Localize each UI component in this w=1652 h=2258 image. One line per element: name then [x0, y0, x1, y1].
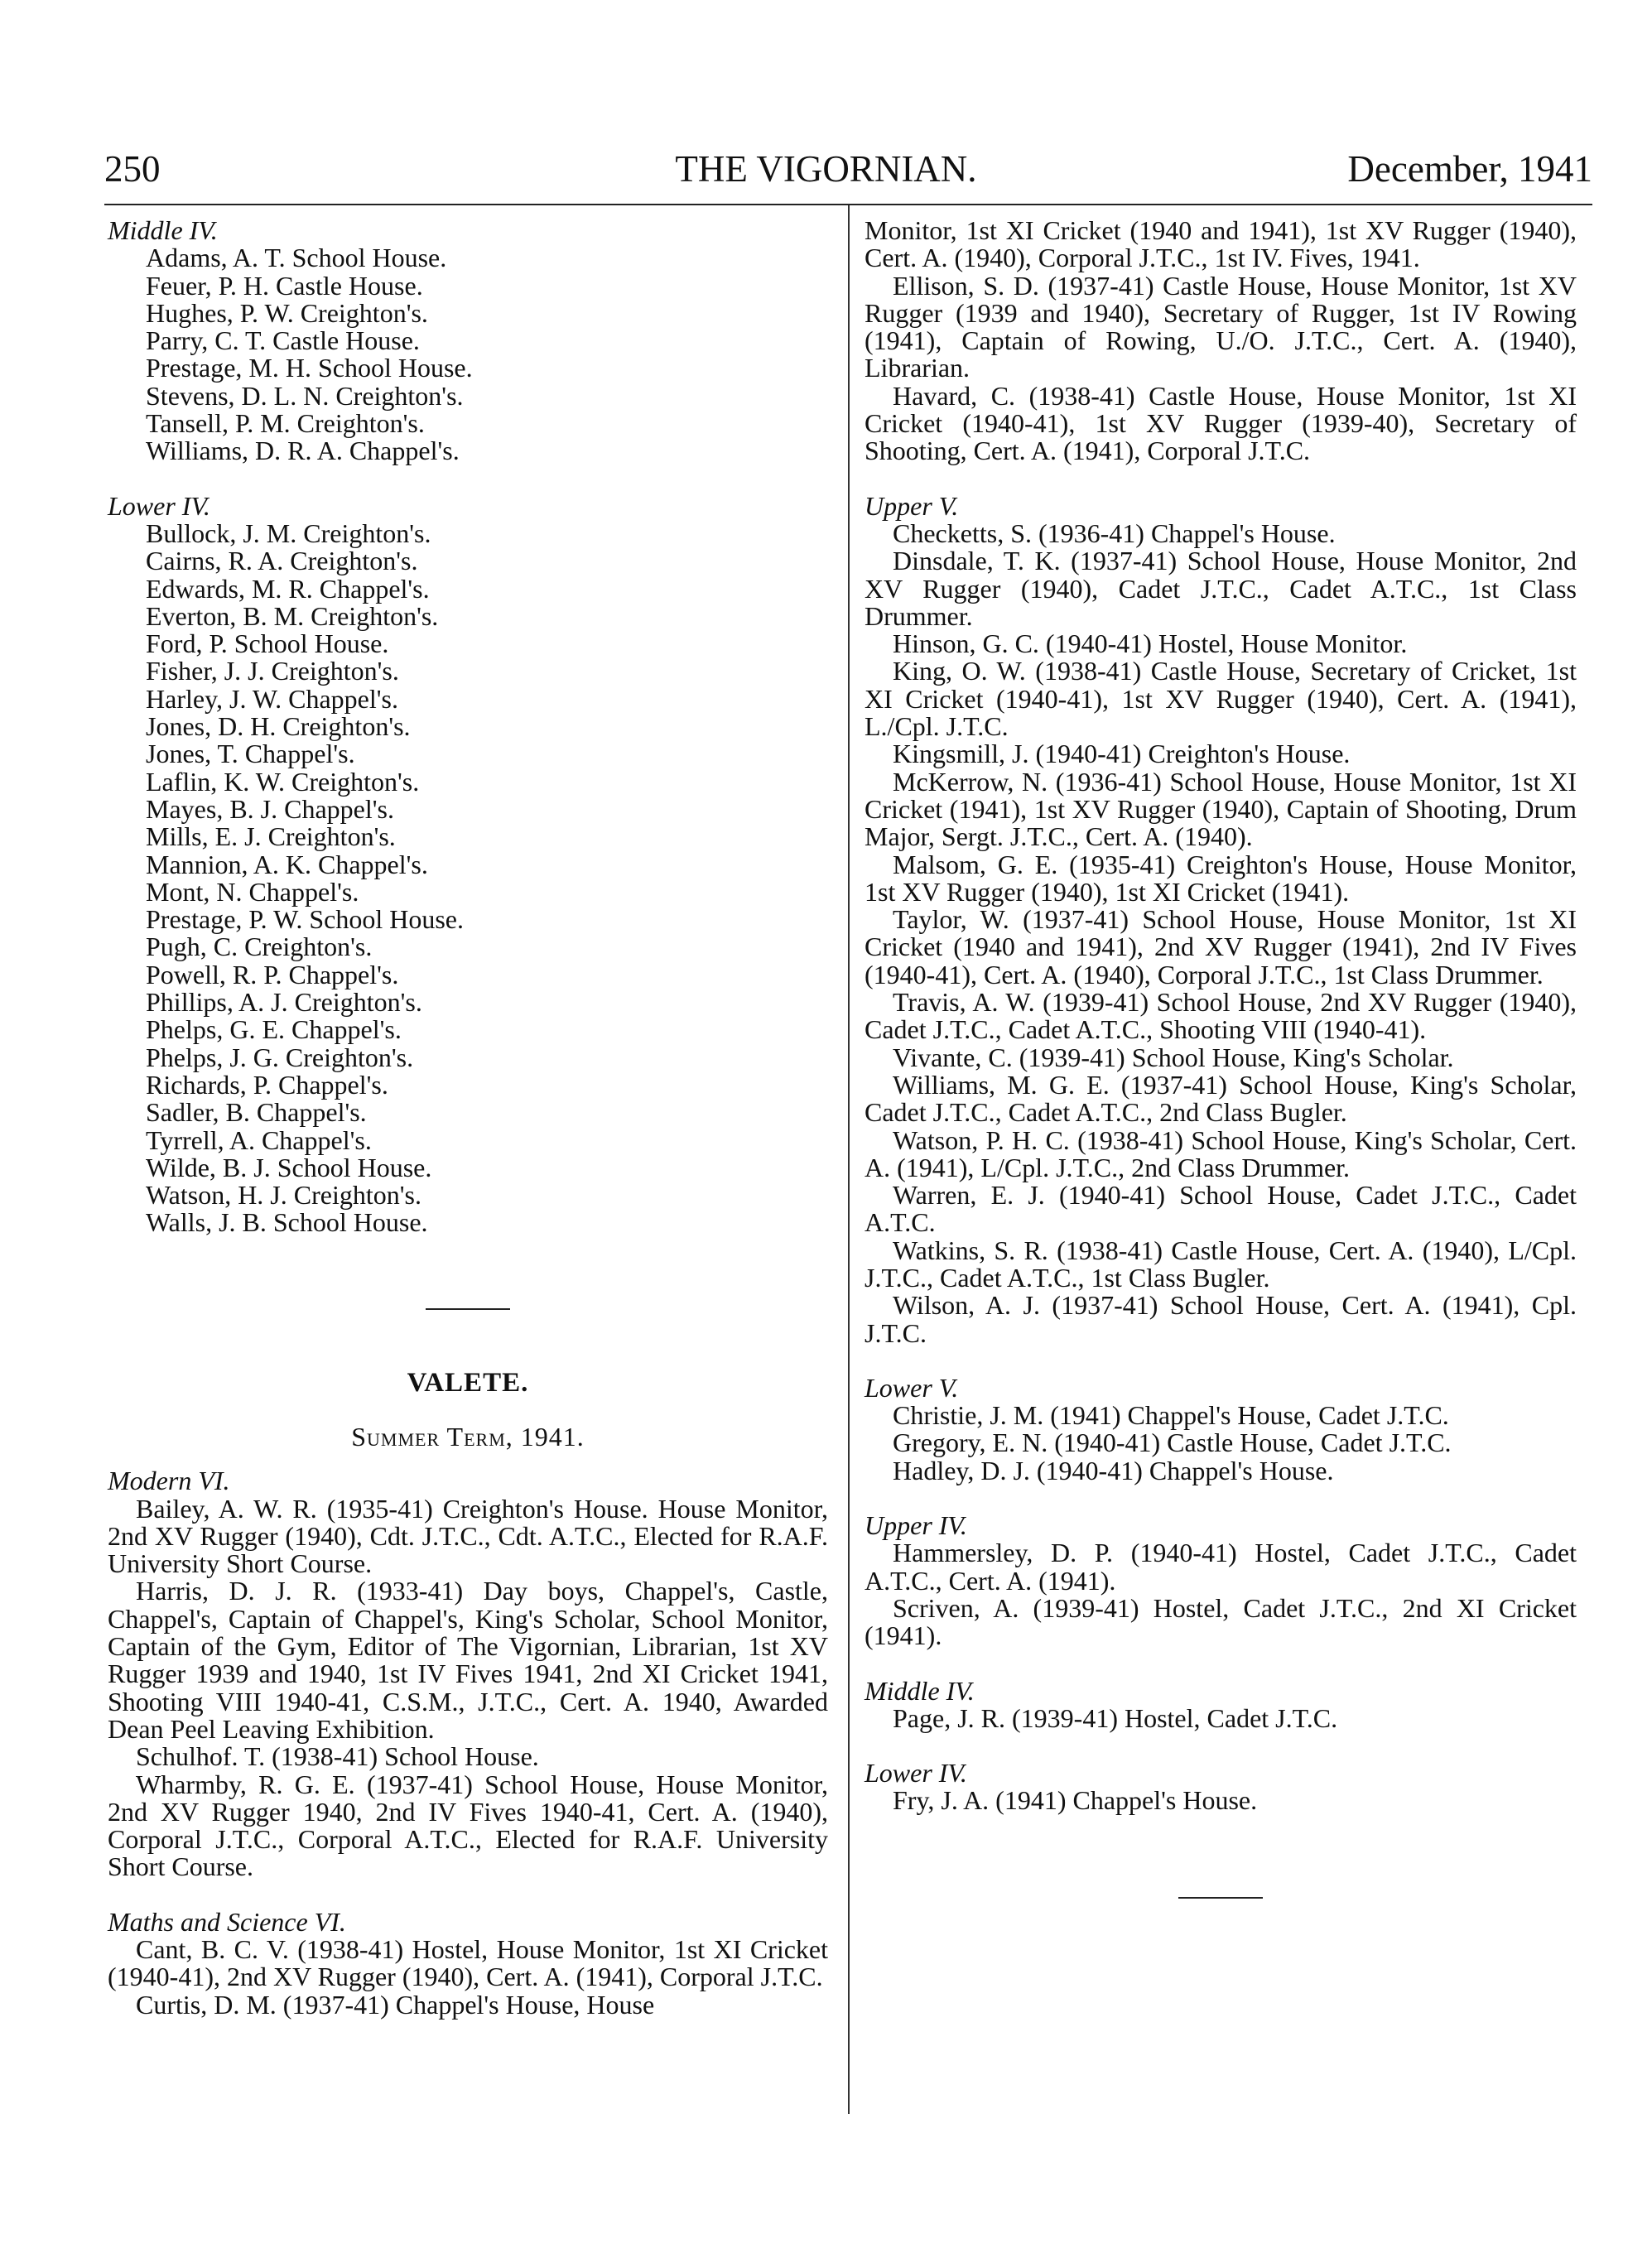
pupil-name-row: Mont, N. Chappel's. [146, 876, 359, 907]
pupil-name-row: Jones, T. Chappel's. [146, 739, 355, 769]
valete-lower-v [865, 1372, 1577, 1485]
leaver-entry: Williams, M. G. E. (1937-41) School House, King's Scholar, Cadet J.T.C., Cadet A.T.C., 2nd Class Bugler. [865, 1069, 1577, 1128]
valete-upper-iv [865, 1512, 1577, 1649]
pupil-name-row: Jones, D. H. Creighton's. [146, 711, 411, 742]
leaver-entry: Havard, C. (1938-41) Castle House, House Monitor, 1st XI Cricket (1940-41), 1st XV Rugger (1939-40), Secretary of Shooting, Cert. A. (1941), Corporal J.T.C. [865, 380, 1577, 466]
pupil-name-row: Walls, J. B. School House. [146, 1207, 428, 1238]
leaver-entry: Page, J. R. (1939-41) Hostel, Cadet J.T.C. [893, 1702, 1338, 1733]
pupil-name-row: Cairns, R. A. Creighton's. [146, 546, 418, 576]
pupil-name-row: Sadler, B. Chappel's. [146, 1097, 367, 1128]
leaver-entry: Curtis, D. M. (1937-41) Chappel's House, House [136, 1989, 655, 2020]
leaver-entry: Travis, A. W. (1939-41) School House, 2nd XV Rugger (1940), Cadet J.T.C., Cadet A.T.C., Shooting VIII (1940-41). [865, 987, 1577, 1045]
leaver-entry: King, O. W. (1938-41) Castle House, Secretary of Cricket, 1st XI Cricket (1940-41), 1st XV Rugger (1940), Cert. A. (1941), L./Cpl. J.T.C. [865, 656, 1577, 742]
valete-continuation [865, 217, 1577, 465]
valete-modern-vi [108, 1467, 828, 1880]
leaver-entry: Wilson, A. J. (1937-41) School House, Cert. A. (1941), Cpl. J.T.C. [865, 1290, 1577, 1348]
leaver-entry: Gregory, E. N. (1940-41) Castle House, Cadet J.T.C. [893, 1427, 1452, 1458]
leaver-entry: Malsom, G. E. (1935-41) Creighton's House, House Monitor, 1st XV Rugger (1940), 1st XI Cricket (1941). [865, 849, 1577, 907]
leaver-entry: Vivante, C. (1939-41) School House, King's Scholar. [893, 1042, 1454, 1072]
leaver-entry: Christie, J. M. (1941) Chappel's House, Cadet J.T.C. [893, 1400, 1449, 1431]
pupil-name-row: Mannion, A. K. Chappel's. [146, 849, 428, 879]
valete-lower-iv [865, 1760, 1577, 1815]
section-title: Upper V. [865, 490, 959, 521]
leaver-entry: Monitor, 1st XI Cricket (1940 and 1941), 1st XV Rugger (1940), Cert. A. (1940), Corporal J.T.C., 1st IV. Fives, 1941. [865, 215, 1577, 273]
leaver-entry: Cant, B. C. V. (1938-41) Hostel, House Monitor, 1st XI Cricket (1940-41), 2nd XV Rugger (1940), Cert. A. (1941), Corporal J.T.C. [108, 1934, 828, 1992]
valete-maths-science-vi [108, 1906, 828, 2020]
leaver-entry: Dinsdale, T. K. (1937-41) School House, House Monitor, 2nd XV Rugger (1940), Cadet J.T.C., Cadet A.T.C., 1st Class Drummer. [865, 546, 1577, 631]
pupil-name-row: Hughes, P. W. Creighton's. [146, 297, 428, 328]
pupil-name-row: Harley, J. W. Chappel's. [146, 683, 398, 714]
pupil-name-row: Mayes, B. J. Chappel's. [146, 793, 394, 824]
page-number: 250 [104, 148, 161, 190]
pupil-name-row: Fisher, J. J. Creighton's. [146, 656, 399, 686]
leaver-entry: Hadley, D. J. (1940-41) Chappel's House. [893, 1455, 1334, 1485]
pupil-name-row: Prestage, M. H. School House. [146, 353, 473, 383]
section-title: Modern VI. [108, 1466, 230, 1496]
section-title: Middle IV. [108, 215, 218, 245]
pupil-name-row: Wilde, B. J. School House. [146, 1152, 432, 1182]
right-column [865, 217, 1577, 1899]
leaver-entry: Schulhof. T. (1938-41) School House. [136, 1741, 539, 1772]
section-title: Upper IV. [865, 1510, 967, 1541]
pupil-name-row: Pugh, C. Creighton's. [146, 932, 373, 962]
section-title: Middle IV. [865, 1675, 975, 1706]
leaver-entry: Scriven, A. (1939-41) Hostel, Cadet J.T.C., 2nd XI Cricket (1941). [865, 1592, 1577, 1651]
section-divider-dash [426, 1308, 510, 1310]
valete-heading: VALETE. [407, 1367, 529, 1398]
leaver-entry: Watkins, S. R. (1938-41) Castle House, Cert. A. (1940), L/Cpl. J.T.C., Cadet A.T.C., 1st Class Bugler. [865, 1235, 1577, 1293]
pupil-name-row: Everton, B. M. Creighton's. [146, 600, 439, 631]
leaver-entry: Kingsmill, J. (1940-41) Creighton's House. [893, 739, 1351, 769]
pupil-name-row: Edwards, M. R. Chappel's. [146, 573, 430, 604]
leaver-entry: Checketts, S. (1936-41) Chappel's House. [893, 518, 1336, 548]
leaver-entry: Wharmby, R. G. E. (1937-41) School House, House Monitor, 2nd XV Rugger 1940, 2nd IV Fives 1940-41, Cert. A. (1940), Corporal J.T.C., Corporal A.T.C., Elected for R.A.F. University Short Course. [108, 1769, 828, 1882]
leaver-entry: Hinson, G. C. (1940-41) Hostel, House Monitor. [893, 628, 1408, 659]
issue-date: December, 1941 [1347, 148, 1592, 190]
pupil-name-row: Richards, P. Chappel's. [146, 1069, 388, 1100]
section-lower-iv [108, 490, 828, 1238]
leaver-entry: Fry, J. A. (1941) Chappel's House. [893, 1785, 1258, 1816]
section-middle-iv [108, 217, 828, 465]
valete-upper-v [865, 490, 1577, 1348]
pupil-name-row: Feuer, P. H. Castle House. [146, 270, 423, 301]
pupil-name-row: Watson, H. J. Creighton's. [146, 1180, 421, 1211]
leaver-entry: McKerrow, N. (1936-41) School House, House Monitor, 1st XI Cricket (1941), 1st XV Rugger (1940), Captain of Shooting, Drum Major, Sergt. J.T.C., Cert. A. (1940). [865, 766, 1577, 852]
pupil-name-row: Adams, A. T. School House. [146, 243, 447, 273]
leaver-entry: Taylor, W. (1937-41) School House, House Monitor, 1st XI Cricket (1940 and 1941), 2nd XV Rugger (1941), 2nd IV Fives (1940-41), Cert. A. (1940), Corporal J.T.C., 1st Class Drummer. [865, 904, 1577, 989]
section-title: Lower V. [865, 1372, 959, 1403]
leaver-entry: Hammersley, D. P. (1940-41) Hostel, Cadet J.T.C., Cadet A.T.C., Cert. A. (1941). [865, 1538, 1577, 1596]
pupil-name-row: Stevens, D. L. N. Creighton's. [146, 380, 464, 411]
leaver-entry: Harris, D. J. R. (1933-41) Day boys, Chappel's, Castle, Chappel's, Captain of Chappel's, King's Scholar, School Monitor, Captain of the Gym, Editor of The Vigornian, Librarian, 1st XV Rugger 1939 and 1940, 1st IV Fives 1941, 2nd XI Cricket 1941, Shooting VIII 1940-41, C.S.M., J.T.C., Cert. A. 1940, Awarded Dean Peel Leaving Exhibition. [108, 1576, 828, 1744]
running-title: THE VIGORNIAN. [675, 148, 977, 190]
leaver-entry: Watson, P. H. C. (1938-41) School House, King's Scholar, Cert. A. (1941), L/Cpl. J.T.C., 2nd Class Drummer. [865, 1124, 1577, 1182]
leaver-entry: Warren, E. J. (1940-41) School House, Cadet J.T.C., Cadet A.T.C. [865, 1180, 1577, 1238]
pupil-name-row: Phelps, G. E. Chappel's. [146, 1014, 402, 1045]
pupil-name-row: Bullock, J. M. Creighton's. [146, 518, 431, 548]
section-title: Lower IV. [108, 490, 210, 521]
left-column [108, 217, 828, 2019]
valete-subheading: Summer Term, 1941. [351, 1421, 585, 1452]
pupil-name-row: Ford, P. School House. [146, 628, 389, 659]
section-title: Lower IV. [865, 1758, 967, 1789]
leaver-entry: Ellison, S. D. (1937-41) Castle House, House Monitor, 1st XV Rugger (1939 and 1940), Secretary of Rugger, 1st IV Rowing (1941), Captain of Rowing, U./O. J.T.C., Cert. A. (1940), Librarian. [865, 270, 1577, 383]
pupil-name-row: Williams, D. R. A. Chappel's. [146, 436, 460, 466]
pupil-name-row: Prestage, P. W. School House. [146, 904, 464, 935]
pupil-name-row: Phillips, A. J. Creighton's. [146, 987, 422, 1018]
pupil-name-row: Tansell, P. M. Creighton's. [146, 408, 425, 439]
pupil-name-row: Parry, C. T. Castle House. [146, 325, 420, 356]
pupil-name-row: Laflin, K. W. Creighton's. [146, 766, 420, 797]
pupil-name-row: Mills, E. J. Creighton's. [146, 821, 396, 852]
valete-middle-iv [865, 1675, 1577, 1733]
leaver-entry: Bailey, A. W. R. (1935-41) Creighton's House. House Monitor, 2nd XV Rugger (1940), Cdt. J.T.C., Cdt. A.T.C., Elected for R.A.F. University Short Course. [108, 1493, 828, 1579]
section-title: Maths and Science VI. [108, 1906, 346, 1937]
column-divider [848, 205, 850, 2114]
pupil-name-row: Powell, R. P. Chappel's. [146, 959, 399, 989]
section-divider-dash [1178, 1897, 1263, 1899]
pupil-name-row: Tyrrell, A. Chappel's. [146, 1124, 372, 1155]
pupil-name-row: Phelps, J. G. Creighton's. [146, 1042, 414, 1072]
